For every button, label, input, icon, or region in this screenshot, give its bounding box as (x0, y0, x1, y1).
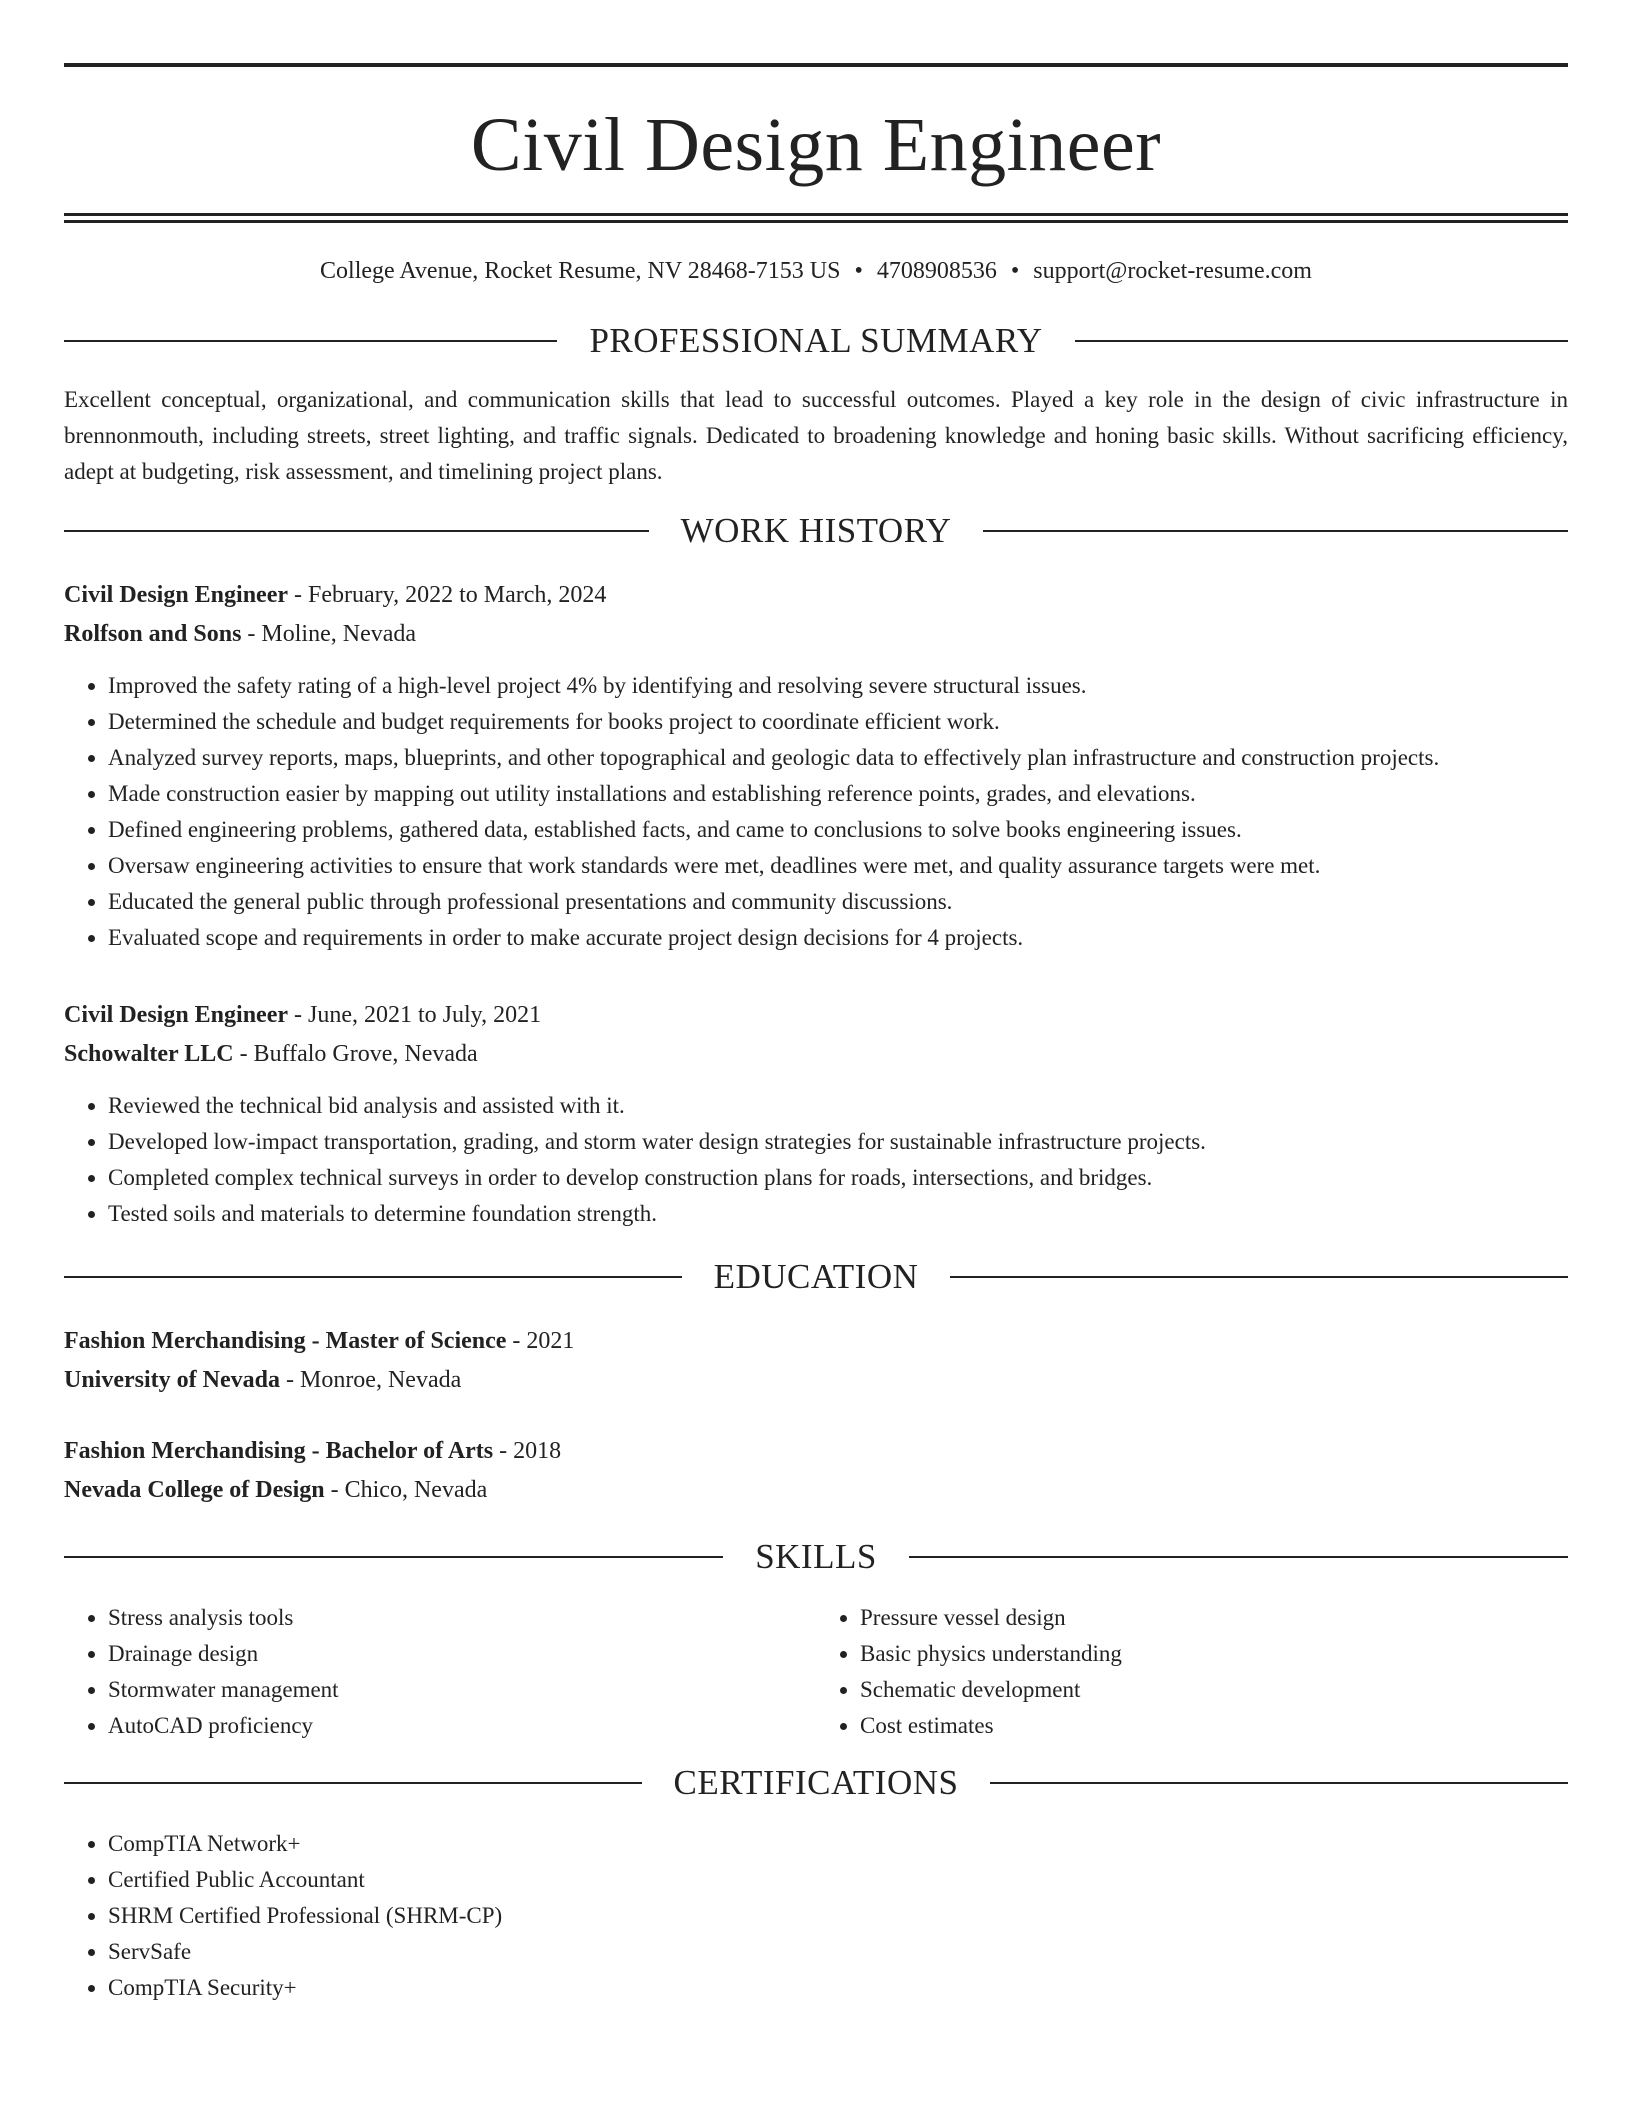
skills-column-left (64, 1600, 816, 1744)
heading-rule (64, 1276, 682, 1278)
resume-title: Civil Design Engineer (470, 103, 1162, 187)
education-degree: Fashion Merchandising - Bachelor of Arts (64, 1437, 494, 1464)
education-year: - 2021 (506, 1327, 575, 1354)
section-title: SKILLS (755, 1536, 877, 1576)
job-company: Rolfson and Sons (64, 620, 242, 647)
job-bullet: • Developed low-impact transportation, grading, and storm water design strategies for sustainable infrastructure projects. (108, 1124, 1568, 1160)
heading-rule (909, 1556, 1568, 1558)
job-bullet: • Defined engineering problems, gathered data, established facts, and came to conclusions to solve books engineering issues. (108, 812, 1568, 848)
heading-rule (950, 1276, 1568, 1278)
job-bullet: • Improved the safety rating of a high-level project 4% by identifying and resolving severe structural issues. (108, 668, 1568, 704)
contact-address: College Avenue, Rocket Resume, NV 28468-7153 US (320, 258, 841, 284)
section-heading-work (64, 510, 1568, 552)
certifications-section (64, 1826, 1568, 2006)
job-entry (64, 576, 1568, 956)
header-top-rule (64, 63, 1568, 67)
heading-rule (1075, 340, 1568, 342)
job-bullet: • Educated the general public through professional presentations and community discussions. (108, 884, 1568, 920)
section-title: CERTIFICATIONS (673, 1762, 959, 1802)
contact-separator: • (1010, 258, 1020, 284)
education-location: - Monroe, Nevada (279, 1366, 462, 1393)
section-title: EDUCATION (713, 1256, 919, 1296)
skill-item: • Pressure vessel design (860, 1600, 1568, 1636)
job-title: Civil Design Engineer (64, 1001, 289, 1028)
section-heading-certifications (64, 1762, 1568, 1804)
summary-text: Excellent conceptual, organizational, and communication skills that lead to successful outcomes. Played a key role in the design of civic infrastructure in brennonmouth, including streets, street lighting, and traffic signals. Dedicated to broadening knowledge and honing basic skills. Without sacrificing efficiency, adept at budgeting, risk assessment, and timelining project plans. (64, 386, 1568, 484)
contact-email: support@rocket-resume.com (1033, 258, 1312, 284)
certification-item: • Certified Public Accountant (108, 1862, 1568, 1898)
job-company-line (64, 615, 1568, 654)
skills-columns (64, 1600, 1568, 1744)
skill-item: • Stormwater management (108, 1672, 816, 1708)
job-bullet: • Made construction easier by mapping out utility installations and establishing reference points, grades, and elevations. (108, 776, 1568, 812)
header-double-rule (64, 213, 1568, 223)
job-bullet: • Evaluated scope and requirements in order to make accurate project design decisions for 4 projects. (108, 920, 1568, 956)
job-bullet: • Analyzed survey reports, maps, blueprints, and other topographical and geologic data to effectively plan infrastructure and construction projects. (108, 740, 1568, 776)
contact-separator: • (854, 258, 863, 284)
contact-line (64, 257, 1568, 286)
job-title-line (64, 576, 1568, 615)
heading-rule (64, 530, 649, 532)
job-title-line (64, 996, 1568, 1035)
contact-phone: 4708908536 (876, 258, 997, 284)
job-dates: - June, 2021 to July, 2021 (288, 1001, 542, 1028)
education-location: - Chico, Nevada (324, 1476, 488, 1503)
job-bullet: • Determined the schedule and budget requirements for books project to coordinate efficient work. (108, 704, 1568, 740)
education-degree-line (64, 1432, 1568, 1471)
job-dates: - February, 2022 to March, 2024 (288, 581, 607, 608)
job-bullet: • Completed complex technical surveys in order to develop construction plans for roads, intersections, and bridges. (108, 1160, 1568, 1196)
skills-column-right (816, 1600, 1568, 1744)
education-list (64, 1322, 1568, 1510)
section-heading-education (64, 1256, 1568, 1298)
certifications-list (64, 1826, 1568, 2006)
job-company: Schowalter LLC (64, 1040, 234, 1067)
heading-rule (64, 1782, 642, 1784)
certification-item: • CompTIA Security+ (108, 1970, 1568, 2006)
section-heading-summary (64, 320, 1568, 362)
heading-rule (64, 1556, 723, 1558)
section-title: WORK HISTORY (680, 510, 952, 550)
heading-rule (990, 1782, 1568, 1784)
job-bullet: • Tested soils and materials to determine foundation strength. (108, 1196, 1568, 1232)
education-school-line (64, 1361, 1568, 1400)
heading-rule (983, 530, 1568, 532)
job-title: Civil Design Engineer (64, 581, 289, 608)
skill-item: • Drainage design (108, 1636, 816, 1672)
job-location: - Buffalo Grove, Nevada (233, 1040, 478, 1067)
job-location: - Moline, Nevada (241, 620, 417, 647)
education-entry (64, 1322, 1568, 1400)
heading-rule (64, 340, 557, 342)
work-history-list (64, 576, 1568, 1232)
education-school: Nevada College of Design (64, 1476, 325, 1503)
job-bullet: • Oversaw engineering activities to ensure that work standards were met, deadlines were met, and quality assurance targets were met. (108, 848, 1568, 884)
education-year: - 2018 (493, 1437, 562, 1464)
section-heading-skills (64, 1536, 1568, 1578)
job-company-line (64, 1035, 1568, 1074)
skill-item: • AutoCAD proficiency (108, 1708, 816, 1744)
skill-item: • Cost estimates (860, 1708, 1568, 1744)
job-entry (64, 996, 1568, 1232)
skill-item: • Schematic development (860, 1672, 1568, 1708)
job-bullets (64, 1088, 1568, 1232)
education-degree-line (64, 1322, 1568, 1361)
certification-item: • SHRM Certified Professional (SHRM-CP) (108, 1898, 1568, 1934)
education-school-line (64, 1471, 1568, 1510)
education-entry (64, 1432, 1568, 1510)
education-school: University of Nevada (64, 1366, 280, 1393)
certification-item: • ServSafe (108, 1934, 1568, 1970)
skill-item: • Basic physics understanding (860, 1636, 1568, 1672)
job-bullets (64, 668, 1568, 956)
certification-item: • CompTIA Network+ (108, 1826, 1568, 1862)
skill-item: • Stress analysis tools (108, 1600, 816, 1636)
job-bullet: • Reviewed the technical bid analysis and assisted with it. (108, 1088, 1568, 1124)
section-title: PROFESSIONAL SUMMARY (589, 320, 1043, 360)
education-degree: Fashion Merchandising - Master of Science (64, 1327, 507, 1354)
